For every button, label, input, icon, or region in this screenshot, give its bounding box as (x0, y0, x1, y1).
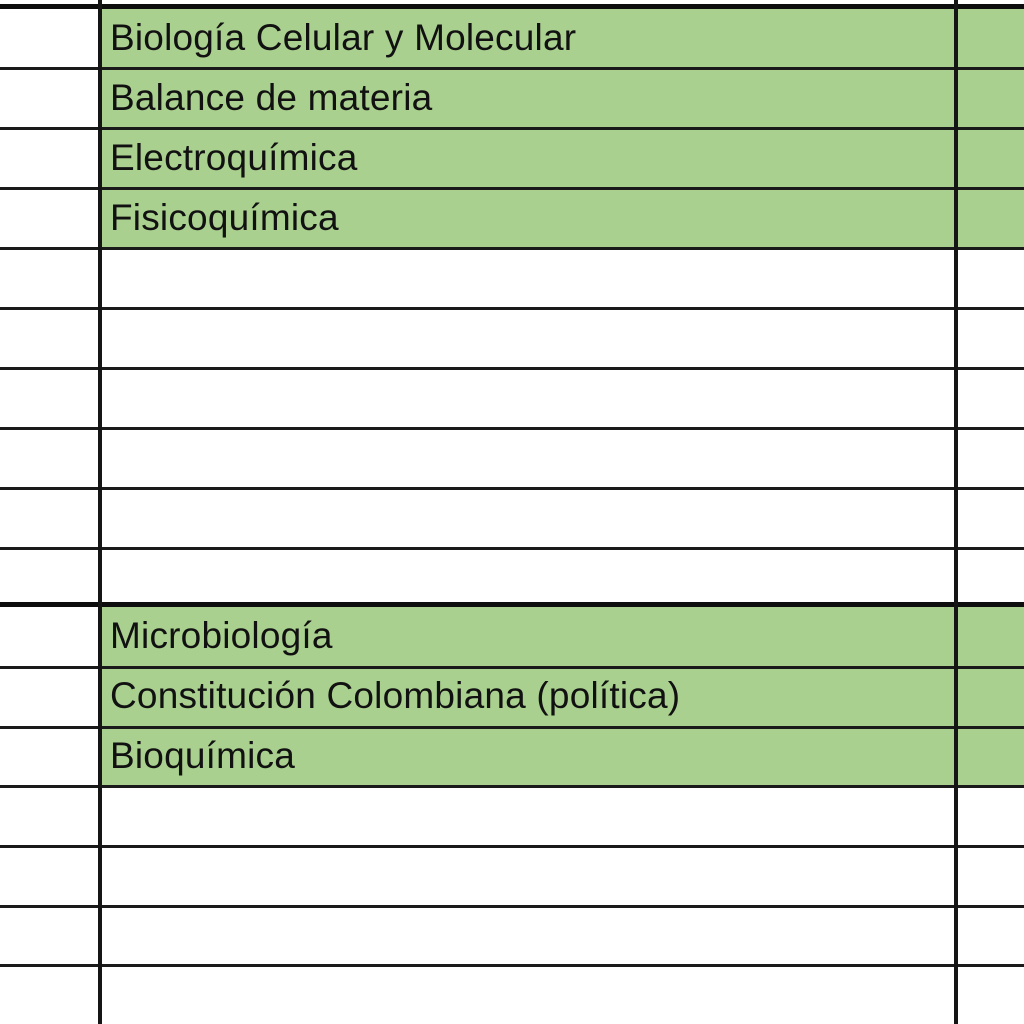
grid-cell[interactable] (0, 188, 100, 248)
subject-cell[interactable] (100, 308, 956, 368)
subject-label: Fisicoquímica (110, 197, 339, 238)
table-row (0, 606, 1024, 666)
subject-cell[interactable] (100, 606, 956, 666)
gridline-horizontal (0, 4, 1024, 9)
table-row (0, 308, 1024, 368)
grid-cell[interactable] (956, 726, 1024, 786)
table-row (0, 8, 1024, 68)
grid-cell[interactable] (0, 128, 100, 188)
gridline-horizontal (0, 905, 1024, 908)
subject-label: Electroquímica (110, 137, 358, 178)
grid-cell[interactable] (0, 308, 100, 368)
subject-label: Constitución Colombiana (política) (110, 675, 681, 716)
grid-cell[interactable] (0, 726, 100, 786)
table-row (0, 368, 1024, 428)
table-row (0, 428, 1024, 488)
subject-label: Biología Celular y Molecular (110, 17, 577, 58)
gridline-horizontal (0, 547, 1024, 550)
grid-cell[interactable] (0, 606, 100, 666)
grid-cell[interactable] (956, 966, 1024, 1024)
gridline-vertical (954, 0, 958, 1024)
gridline-horizontal (0, 602, 1024, 607)
table-row (0, 786, 1024, 846)
gridline-horizontal (0, 666, 1024, 669)
subject-label: Balance de materia (110, 77, 433, 118)
subject-cell[interactable] (100, 68, 956, 128)
grid-cell[interactable] (0, 68, 100, 128)
gridline-horizontal (0, 187, 1024, 190)
table-row (0, 128, 1024, 188)
subject-cell[interactable] (100, 8, 956, 68)
subject-cell[interactable] (100, 188, 956, 248)
grid-cell[interactable] (0, 428, 100, 488)
grid-cell[interactable] (0, 548, 100, 608)
grid-cell[interactable] (956, 786, 1024, 846)
table-row (0, 666, 1024, 726)
subject-cell[interactable] (100, 428, 956, 488)
grid-cell[interactable] (956, 368, 1024, 428)
gridline-horizontal (0, 487, 1024, 490)
grid-cell[interactable] (956, 666, 1024, 726)
table-row (0, 906, 1024, 966)
table-row (0, 248, 1024, 308)
gridline-horizontal (0, 964, 1024, 967)
grid-cell[interactable] (956, 188, 1024, 248)
grid-cell[interactable] (0, 906, 100, 966)
table-row (0, 966, 1024, 1024)
grid-cell[interactable] (956, 548, 1024, 608)
grid-cell[interactable] (956, 128, 1024, 188)
grid-cell[interactable] (0, 8, 100, 68)
table-row (0, 846, 1024, 906)
grid-cell[interactable] (956, 846, 1024, 906)
subject-cell[interactable] (100, 726, 956, 786)
table-row (0, 188, 1024, 248)
subject-cell[interactable] (100, 248, 956, 308)
grid-cell[interactable] (0, 666, 100, 726)
subject-cell[interactable] (100, 906, 956, 966)
subject-label: Microbiología (110, 615, 333, 656)
table-row (0, 548, 1024, 608)
gridline-horizontal (0, 307, 1024, 310)
subject-cell[interactable] (100, 548, 956, 608)
grid-cell[interactable] (0, 966, 100, 1024)
gridline-horizontal (0, 247, 1024, 250)
grid-cell[interactable] (956, 428, 1024, 488)
grid-cell[interactable] (0, 248, 100, 308)
grid-cell[interactable] (956, 606, 1024, 666)
grid-cell[interactable] (0, 786, 100, 846)
grid-cell[interactable] (956, 488, 1024, 548)
subject-cell[interactable] (100, 966, 956, 1024)
grid-cell[interactable] (956, 308, 1024, 368)
grid-cell[interactable] (0, 488, 100, 548)
gridline-horizontal (0, 845, 1024, 848)
gridline-horizontal (0, 67, 1024, 70)
subject-label: Bioquímica (110, 735, 296, 776)
grid-cell[interactable] (956, 248, 1024, 308)
gridline-horizontal (0, 726, 1024, 729)
subject-cell[interactable] (100, 488, 956, 548)
table-row (0, 726, 1024, 786)
gridline-vertical (98, 0, 102, 1024)
subject-cell[interactable] (100, 128, 956, 188)
grid-cell[interactable] (956, 68, 1024, 128)
subject-cell[interactable] (100, 846, 956, 906)
grid-cell[interactable] (956, 906, 1024, 966)
grid-cell[interactable] (0, 368, 100, 428)
gridline-horizontal (0, 367, 1024, 370)
table-row (0, 68, 1024, 128)
table-row (0, 488, 1024, 548)
subject-cell[interactable] (100, 666, 956, 726)
subject-cell[interactable] (100, 368, 956, 428)
gridline-horizontal (0, 127, 1024, 130)
gridline-horizontal (0, 427, 1024, 430)
gridline-horizontal (0, 785, 1024, 788)
grid-cell[interactable] (0, 846, 100, 906)
grid-cell[interactable] (956, 8, 1024, 68)
subject-cell[interactable] (100, 786, 956, 846)
